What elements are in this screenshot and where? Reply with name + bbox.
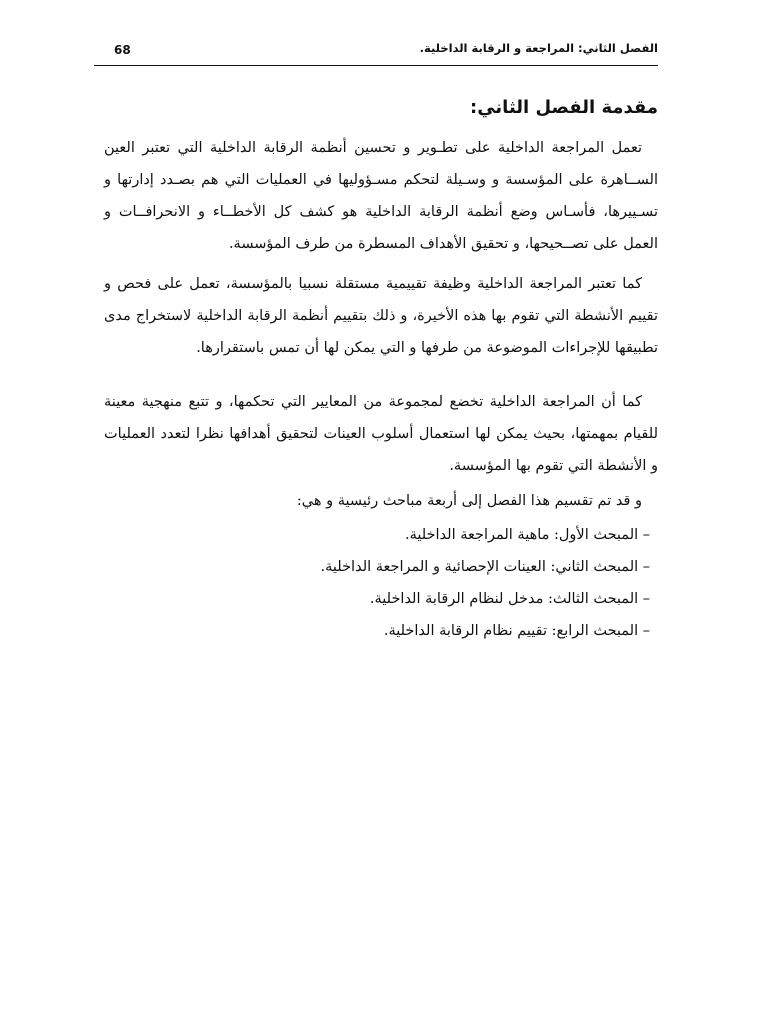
paragraph: كما تعتبر المراجعة الداخلية وظيفة تقييمية مستقلة نسبيا بالمؤسسة، تعمل على فحص و تقييم الأنشطة التي تقوم بها هذه الأخيرة، و ذلك بتقييم أنظمة الرقابة الداخلية لاستخراج مدى تطبيقها للإجراءات الموضوعة من طرفها و التي يمكن لها أن تمس باستقرارها. xyxy=(104,276,658,356)
running-chapter-title: الفصل الثاني: المراجعة و الرقابة الداخلية. xyxy=(419,41,658,55)
header-rule xyxy=(94,65,658,66)
chapter-plan-list xyxy=(104,519,658,647)
list-item: – المبحث الثاني: العينات الإحصائية و المراجعة الداخلية. xyxy=(320,559,650,575)
paragraph: تعمل المراجعة الداخلية على تطـوير و تحسين أنظمة الرقابة الداخلية التي تعتبر العين الســاهرة على المؤسسة و وسـيلة لتحكم مسـؤوليها في العمليات التي هم بصـدد إدارتها و تسـييرها، فأسـاس وضع أنظمة الرقابة الداخلية هو كشف كل الأخطــاء و الانحرافــات و العمل على تصــحيحها، و تحقيق الأهداف المسطرة من طرف المؤسسة. xyxy=(104,140,658,252)
list-item: – المبحث الرابع: تقييم نظام الرقابة الداخلية. xyxy=(383,623,650,639)
chapter-introduction xyxy=(104,94,658,647)
chapter-plan-intro: و قد تم تقسيم هذا الفصل إلى أربعة مباحث رئيسية و هي: xyxy=(296,493,642,509)
list-item: – المبحث الأول: ماهية المراجعة الداخلية. xyxy=(405,527,650,543)
page-header xyxy=(94,40,658,66)
paragraph: كما أن المراجعة الداخلية تخضع لمجموعة من المعايير التي تحكمها، و تتبع منهجية معينة للقيام بمهمتها، بحيث يمكن لها استعمال أسلوب العينات لتحقيق أهدافها نظرا لتعدد العمليات و الأنشطة التي تقوم بها المؤسسة. xyxy=(104,394,658,474)
section-title: مقدمة الفصل الثاني: xyxy=(470,97,658,118)
page-number: 68 xyxy=(114,43,131,57)
list-item: – المبحث الثالث: مدخل لنظام الرقابة الداخلية. xyxy=(369,591,650,607)
